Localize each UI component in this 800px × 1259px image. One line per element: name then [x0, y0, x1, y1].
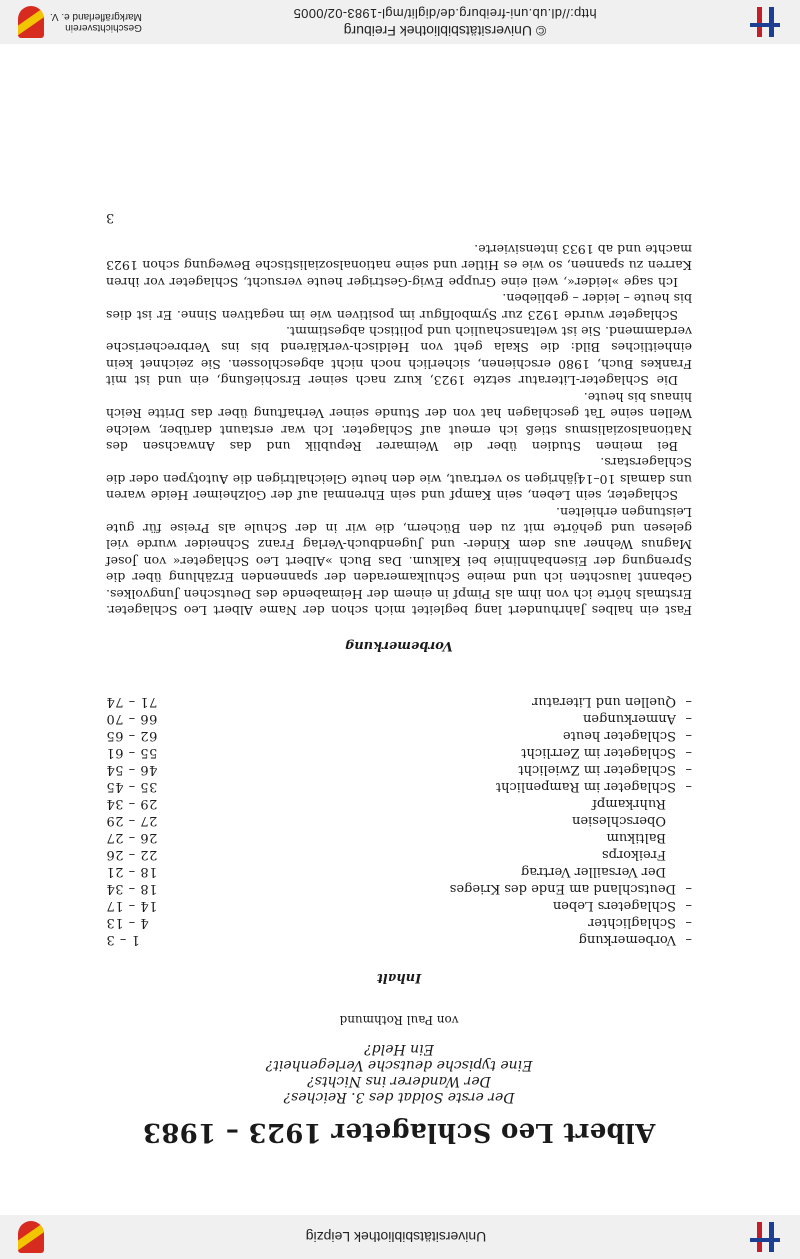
coat-of-arms-icon: [18, 1221, 44, 1253]
toc-entry: [106, 744, 692, 761]
toc-entry: [106, 778, 692, 795]
toc-entry: [106, 914, 692, 931]
toc-dash: –: [685, 915, 692, 930]
toc-pages: 27 – 29: [106, 813, 158, 828]
toc-pages: 14 – 17: [106, 898, 158, 913]
toc-dash: –: [685, 728, 692, 743]
toc-label: Schlageters Leben: [552, 898, 676, 913]
subtitle-line: Der Wanderer ins Nichts?: [307, 1073, 491, 1089]
table-of-contents: [106, 693, 692, 948]
subtitle-block: [106, 1041, 692, 1105]
toc-dash: [676, 863, 692, 880]
author-line: von Paul Rothmund: [339, 1013, 459, 1027]
toc-label: Schlageter im Zerrlicht: [521, 745, 676, 760]
paragraph: Ich sage »leider«, weil eine Gruppe Ewig-Gestriger heute versucht, Schlageter vor ihren Karren zu spannen, so wie es Hitler und seine nationalsozialistische Bewegung schon 1923 machte und ab 1933 intensivierte.: [106, 242, 692, 290]
society-name: [50, 11, 142, 33]
toc-dash: –: [685, 711, 692, 726]
source-credit: © Universitätsbibliothek Freiburg: [343, 23, 547, 39]
toc-entry: [106, 727, 692, 744]
toc-label: Schlageter im Rampenlicht: [495, 779, 676, 794]
library-logo-icon: [748, 5, 782, 39]
toc-pages: 55 – 61: [106, 745, 158, 760]
source-info: [293, 5, 596, 39]
toc-subentry: [106, 795, 692, 812]
footer-bar: [0, 0, 800, 44]
toc-pages: 4 – 13: [106, 915, 149, 930]
toc-pages: 1 – 3: [106, 932, 140, 947]
toc-label: Vorbemerkung: [578, 932, 676, 947]
section-heading: Vorbemerkung: [345, 638, 453, 653]
library-label: Universitätsbibliothek Leipzig: [305, 1229, 487, 1246]
toc-entry: [106, 897, 692, 914]
subtitle-line: Ein Held?: [364, 1041, 434, 1057]
page-number: 3: [106, 209, 115, 225]
toc-entry: [106, 880, 692, 897]
toc-dash: –: [685, 745, 692, 760]
society-name-line: Markgräflerland e. V.: [50, 11, 142, 22]
toc-pages: 71 – 74: [106, 694, 158, 709]
toc-label: Quellen und Literatur: [532, 694, 676, 709]
coat-of-arms-icon: [18, 6, 44, 38]
toc-entry: [106, 710, 692, 727]
toc-dash: [676, 829, 692, 846]
toc-label: Ruhrkampf: [592, 796, 666, 811]
paragraph: Schlageter wurde 1923 zur Symbolfigur im positiven wie im negativen Sinne. Er ist dies bis heute – leider – geblieben.: [106, 291, 692, 323]
toc-dash: –: [685, 779, 692, 794]
toc-dash: –: [685, 762, 692, 777]
toc-label: Schlaglichter: [588, 915, 676, 930]
toc-heading: Inhalt: [376, 970, 422, 985]
toc-dash: [676, 795, 692, 812]
toc-entry: [106, 931, 692, 948]
toc-dash: –: [685, 932, 692, 947]
society-logo: [18, 1221, 44, 1253]
paragraph: Schlageter, sein Leben, sein Kampf und sein Ehrenmal auf der Golzheimer Heide waren uns damals 10–14jährigen so vertraut, wie den heute Gleichaltrigen die Autotypen oder die Schlagerstars.: [106, 455, 692, 504]
paragraph: Fast ein halbes Jahrhundert lang begleitet mich schon der Name Albert Leo Schlageter. Erstmals hörte ich von ihm als Pimpf in einem der Heimabende des Deutschen Jungvolkes. Gebannt lauschten ich und meine Schulkameraden der spannenden Erzählung über die Sprengung der Eisenbahnlinie bei Kalkum. Das Buch »Albert Leo Schlageter« von Josef Magnus Wehner aus dem Kinder- und Jugendbuch-Verlag Franz Schneider wurde viel gelesen und gehörte mit zu den Büchern, die wir in der Schule als Preise für gute Leistungen erhielten.: [106, 504, 692, 618]
toc-label: Freikorps: [602, 847, 666, 862]
body-text: [106, 241, 692, 618]
toc-subentry: [106, 846, 692, 863]
toc-pages: 62 – 65: [106, 728, 158, 743]
toc-pages: 18 – 34: [106, 881, 158, 896]
toc-pages: 26 – 27: [106, 830, 158, 845]
toc-label: Oberschlesien: [572, 813, 666, 828]
toc-pages: 22 – 26: [106, 847, 158, 862]
toc-label: Deutschland am Ende des Krieges: [449, 881, 676, 896]
toc-entry: [106, 693, 692, 710]
society-logo: [18, 6, 142, 38]
society-name-line: Geschichtsverein: [65, 22, 142, 33]
toc-pages: 18 – 21: [106, 864, 158, 879]
toc-dash: [676, 812, 692, 829]
toc-dash: –: [685, 694, 692, 709]
toc-subentry: [106, 829, 692, 846]
document-title: Albert Leo Schlageter 1923 – 1983: [142, 1117, 656, 1147]
toc-pages: 29 – 34: [106, 796, 158, 811]
toc-label: Baltikum: [606, 830, 666, 845]
toc-pages: 66 – 70: [106, 711, 158, 726]
toc-dash: –: [685, 881, 692, 896]
toc-dash: [676, 846, 692, 863]
toc-label: Schlageter im Zwielicht: [518, 762, 676, 777]
toc-label: Anmerkungen: [582, 711, 676, 726]
subtitle-line: Der erste Soldat des 3. Reiches?: [283, 1089, 515, 1105]
toc-subentry: [106, 863, 692, 880]
toc-pages: 35 – 45: [106, 779, 158, 794]
toc-entry: [106, 761, 692, 778]
toc-label: Der Versailler Vertrag: [520, 864, 666, 879]
header-bar: [0, 1215, 800, 1259]
library-logo-icon: [748, 1220, 782, 1254]
subtitle-line: Eine typische deutsche Verlegenheit?: [265, 1057, 533, 1073]
toc-pages: 46 – 54: [106, 762, 158, 777]
paragraph: Die Schlageter-Literatur setzte 1923, kurz nach seiner Erschießung, ein und ist mit Frankes Buch, 1980 erschienen, sicherlich noch nicht abgeschlossen. Sie zeichnet kein einheitliches Bild: die Skala geht von Heldisch-verklärend bis ins Verbrecherische verdammend. Sie ist weltanschaulich und politisch abgestimmt.: [106, 324, 692, 389]
toc-dash: –: [685, 898, 692, 913]
source-url[interactable]: http://dl.ub.uni-freiburg.de/diglit/mgl-1983-02/0005: [293, 6, 597, 21]
page-content: [106, 210, 692, 1147]
paragraph: Bei meinen Studien über die Weimarer Republik und das Anwachsen des Nationalsozialismus stieß ich erneut auf Schlageter. Ich war erstaunt darüber, welche Wellen seine Tat geschlagen hat von der Stunde seiner Verhaftung über das Dritte Reich hinaus bis heute.: [106, 389, 692, 454]
toc-subentry: [106, 812, 692, 829]
toc-label: Schlageter heute: [562, 728, 676, 743]
